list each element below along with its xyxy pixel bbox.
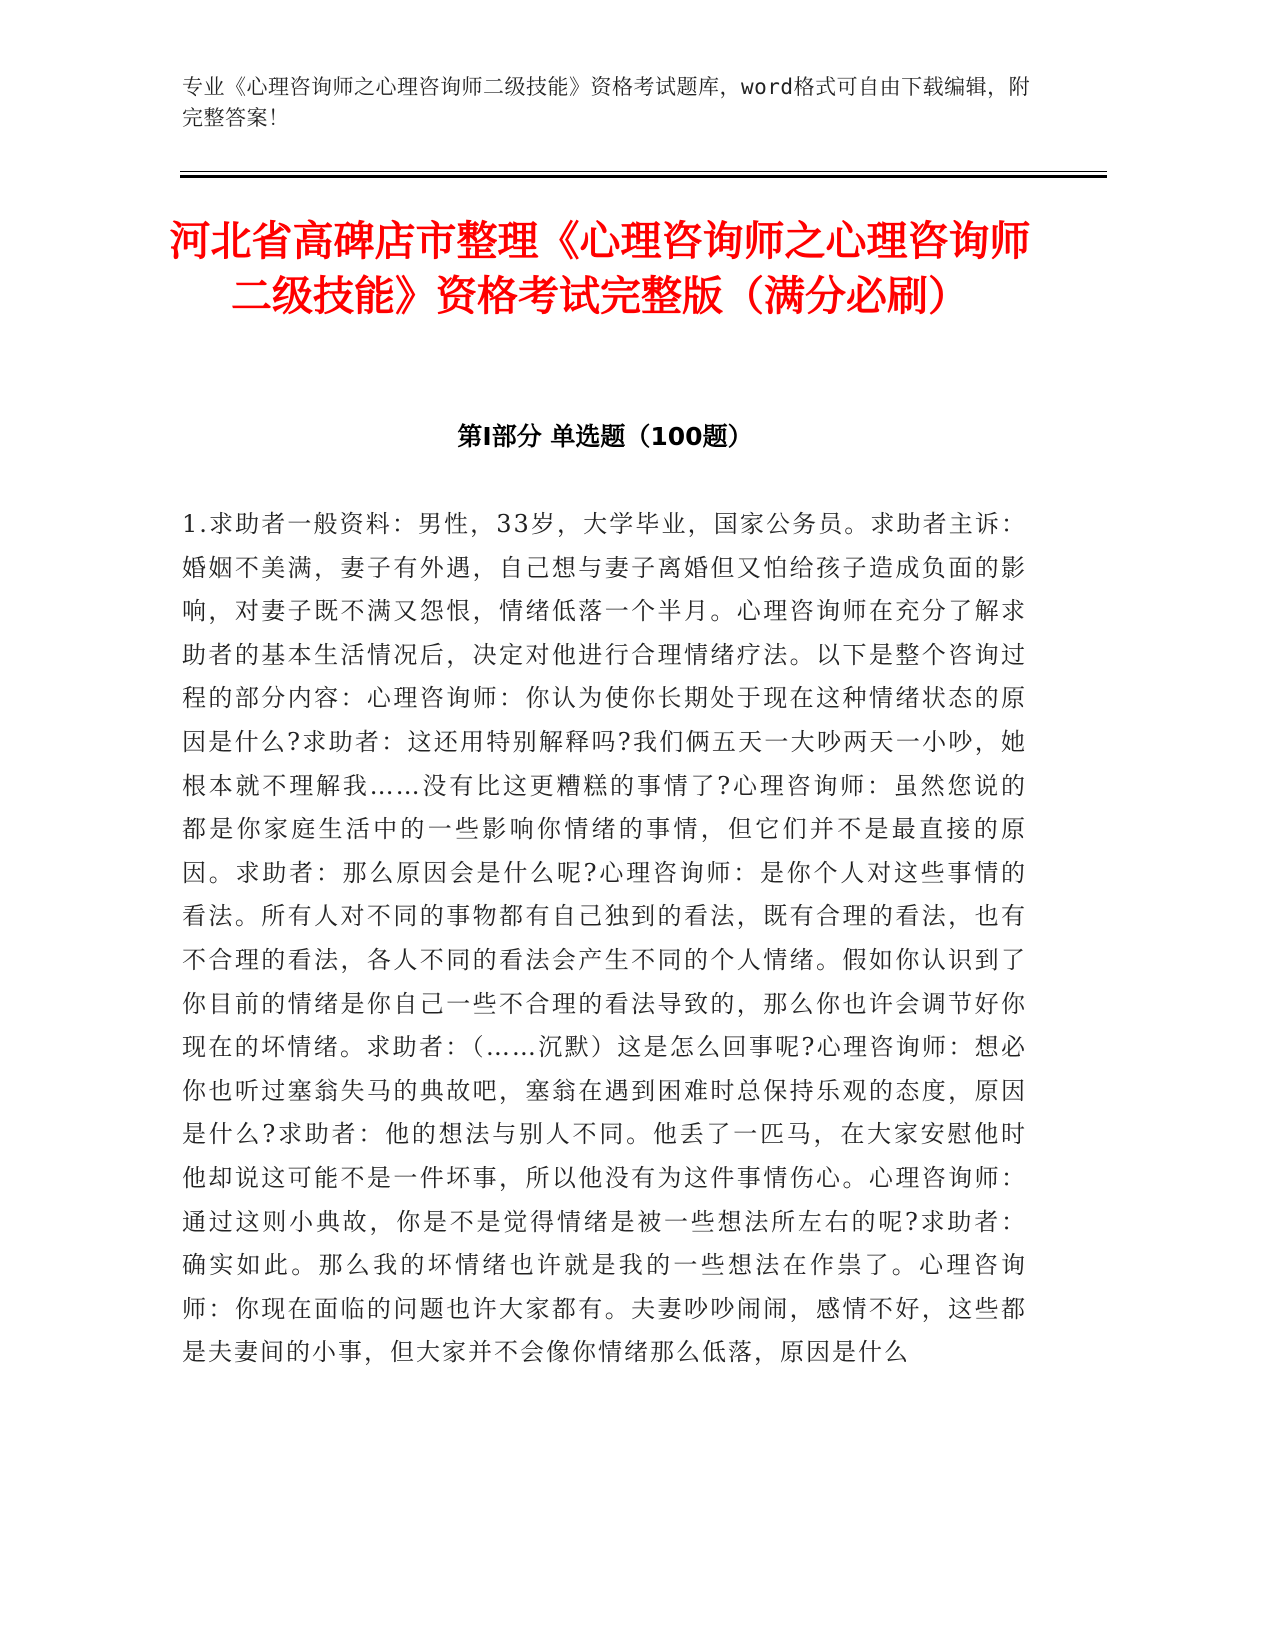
header-divider-thin [180, 171, 1107, 172]
header-divider-thick [180, 175, 1107, 178]
document-title: 河北省高碑店市整理《心理咨询师之心理咨询师二级技能》资格考试完整版（满分必刷） [169, 217, 1031, 320]
question-1-text: 1.求助者一般资料：男性，33岁，大学毕业，国家公务员。求助者主诉：婚姻不美满，妻子有外遇，自己想与妻子离婚但又怕给孩子造成负面的影响，对妻子既不满又怨恨，情绪低落一个半月。心理咨询师在充分了解求助者的基本生活情况后，决定对他进行合理情绪疗法。以下是整个咨询过程的部分内容：心理咨询师：你认为使你长期处于现在这种情绪状态的原因是什么?求助者：这还用特别解释吗?我们俩五天一大吵两天一小吵，她根本就不理解我……没有比这更糟糕的事情了?心理咨询师：虽然您说的都是你家庭生活中的一些影响你情绪的事情，但它们并不是最直接的原因。求助者：那么原因会是什么呢?心理咨询师：是你个人对这些事情的看法。所有人对不同的事物都有自己独到的看法，既有合理的看法，也有不合理的看法，各人不同的看法会产生不同的个人情绪。假如你认识到了你目前的情绪是你自己一些不合理的看法导致的，那么你也许会调节好你现在的坏情绪。求助者：（……沉默）这是怎么回事呢?心理咨询师：想必你也听过塞翁失马的典故吧，塞翁在遇到困难时总保持乐观的态度，原因是什么?求助者：他的想法与别人不同。他丢了一匹马，在大家安慰他时他却说这可能不是一件坏事，所以他没有为这件事情伤心。心理咨询师：通过这则小典故，你是不是觉得情绪是被一些想法所左右的呢?求助者：确实如此。那么我的坏情绪也许就是我的一些想法在作祟了。心理咨询师：你现在面临的问题也许大家都有。夫妻吵吵闹闹，感情不好，这些都是夫妻间的小事，但大家并不会像你情绪那么低落，原因是什么 [182, 510, 1027, 1367]
header-note: 专业《心理咨询师之心理咨询师二级技能》资格考试题库，word格式可自由下载编辑，附完整答案！ [182, 75, 1031, 130]
section-heading: 第I部分 单选题（100题） [457, 422, 753, 451]
